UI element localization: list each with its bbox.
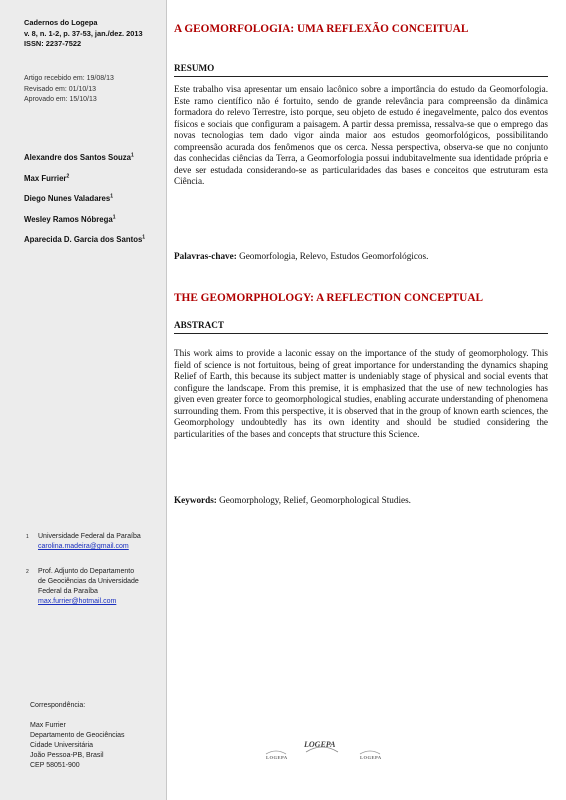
journal-volume: v. 8, n. 1-2, p. 37-53, jan./dez. 2013 bbox=[24, 28, 143, 38]
correspondence-line: Max Furrier bbox=[30, 722, 66, 729]
abstract-heading: ABSTRACT bbox=[174, 320, 548, 334]
journal-info bbox=[24, 18, 143, 50]
correspondence-line: CEP 58051-900 bbox=[30, 762, 80, 769]
author-item: Alexandre dos Santos Souza$^1$ bbox=[24, 152, 134, 162]
logo-right: LOGEPA bbox=[360, 755, 382, 760]
revised-date: Revisado em: 01/10/13 bbox=[24, 85, 96, 93]
affiliation-text: Prof. Adjunto do Departamento bbox=[38, 568, 135, 575]
article-dates bbox=[24, 74, 114, 106]
correspondence-label: Correspondência: bbox=[30, 702, 86, 709]
author-list bbox=[24, 153, 145, 256]
footnote-number: 1 bbox=[26, 534, 29, 540]
keywords-label: Keywords: bbox=[174, 495, 217, 505]
correspondence-line: Departamento de Geociências bbox=[30, 732, 125, 739]
received-date: Artigo recebido em: 19/08/13 bbox=[24, 75, 114, 82]
correspondence-line: João Pessoa-PB, Brasil bbox=[30, 752, 104, 759]
approved-date: Aprovado em: 15/10/13 bbox=[24, 96, 97, 103]
author-item: Aparecida D. Garcia dos Santos$^1$ bbox=[24, 234, 146, 244]
journal-name: Cadernos do Logepa bbox=[24, 18, 98, 27]
keywords-pt bbox=[174, 251, 548, 261]
correspondence-block bbox=[30, 701, 125, 771]
affiliation-text: Universidade Federal da Paraíba bbox=[38, 533, 141, 540]
keywords-text: Geomorphology, Relief, Geomorphological Studies. bbox=[216, 495, 411, 505]
keywords-label: Palavras-chave: bbox=[174, 251, 237, 261]
email-link[interactable]: carolina.madeira@gmail.com bbox=[38, 543, 129, 550]
affiliation-text: de Geociências da Universidade bbox=[38, 578, 139, 585]
abstract-text: This work aims to provide a laconic essay on the importance of the study of geomorphology. This field of science is not fortuitous, being of great importance for understanding the dynamics shaping Relief of Earth, this because its subject matter is undeniably stage of physical and social events that configure the landscape. From this premise, it is emphasized that the use of new technologies has given even greater force to geomorphological studies, enabling accurate understanding of phenomena surrounding them. From this perspective, it is observed that in the group of known earth sciences, the Geomorphology undoubtedly has its own identity and should be studied considering the particularities of the bases and concepts that structure this Science. bbox=[174, 348, 548, 439]
article-title-pt: A GEOMORFOLOGIA: UMA REFLEXÃO CONCEITUAL bbox=[174, 23, 469, 35]
resumo-heading: RESUMO bbox=[174, 63, 548, 77]
logo-left: LOGEPA bbox=[266, 755, 288, 760]
author-item: Diego Nunes Valadares$^1$ bbox=[24, 193, 114, 203]
keywords-en bbox=[174, 495, 548, 505]
logo-center: LOGEPA bbox=[304, 740, 336, 749]
email-link[interactable]: max.furrier@hotmail.com bbox=[38, 598, 117, 605]
article-title-en: THE GEOMORPHOLOGY: A REFLECTION CONCEPTUAL bbox=[174, 292, 484, 304]
logepa-logos bbox=[262, 740, 382, 764]
keywords-text: Geomorfologia, Relevo, Estudos Geomorfológicos. bbox=[236, 251, 429, 261]
affiliation-text: Federal da Paraíba bbox=[38, 588, 98, 595]
journal-issn: ISSN: 2237-7522 bbox=[24, 39, 82, 48]
correspondence-line: Cidade Universitária bbox=[30, 742, 94, 749]
resumo-text: Este trabalho visa apresentar um ensaio lacônico sobre a importância do estudo da Geomorfologia. Este ramo científico não é fortuito, sendo de grande relevância para compreensão da dinâmica formadora do relevo Terrestre, isto porque, seu objeto de estudo é inegavelmente, palco dos eventos físicos e sociais que configuram a paisagem. A partir dessa premissa, ressalva-se que o emprego das novas tecnologias tem dado vigor ainda maior aos estudos geomorfológicos, possibilitando compreensão acurada dos fenômenos que os cerca. Nessa perspectiva, observa-se que no conjunto das conhecidas ciências da Terra, a Geomorfologia possui indubitavelmente sua identidade própria e deve ser estudada considerando-se as particularidades das bases e conceitos que estruturam esta Ciência. bbox=[174, 84, 548, 186]
affiliation-footnote-2 bbox=[26, 567, 139, 607]
left-sidebar bbox=[0, 0, 167, 800]
author-item: Wesley Ramos Nóbrega$^1$ bbox=[24, 213, 116, 224]
affiliation-footnote-1 bbox=[26, 532, 141, 552]
author-item: Max Furrier$^2$ bbox=[24, 172, 70, 183]
footnote-number: 2 bbox=[26, 569, 29, 575]
